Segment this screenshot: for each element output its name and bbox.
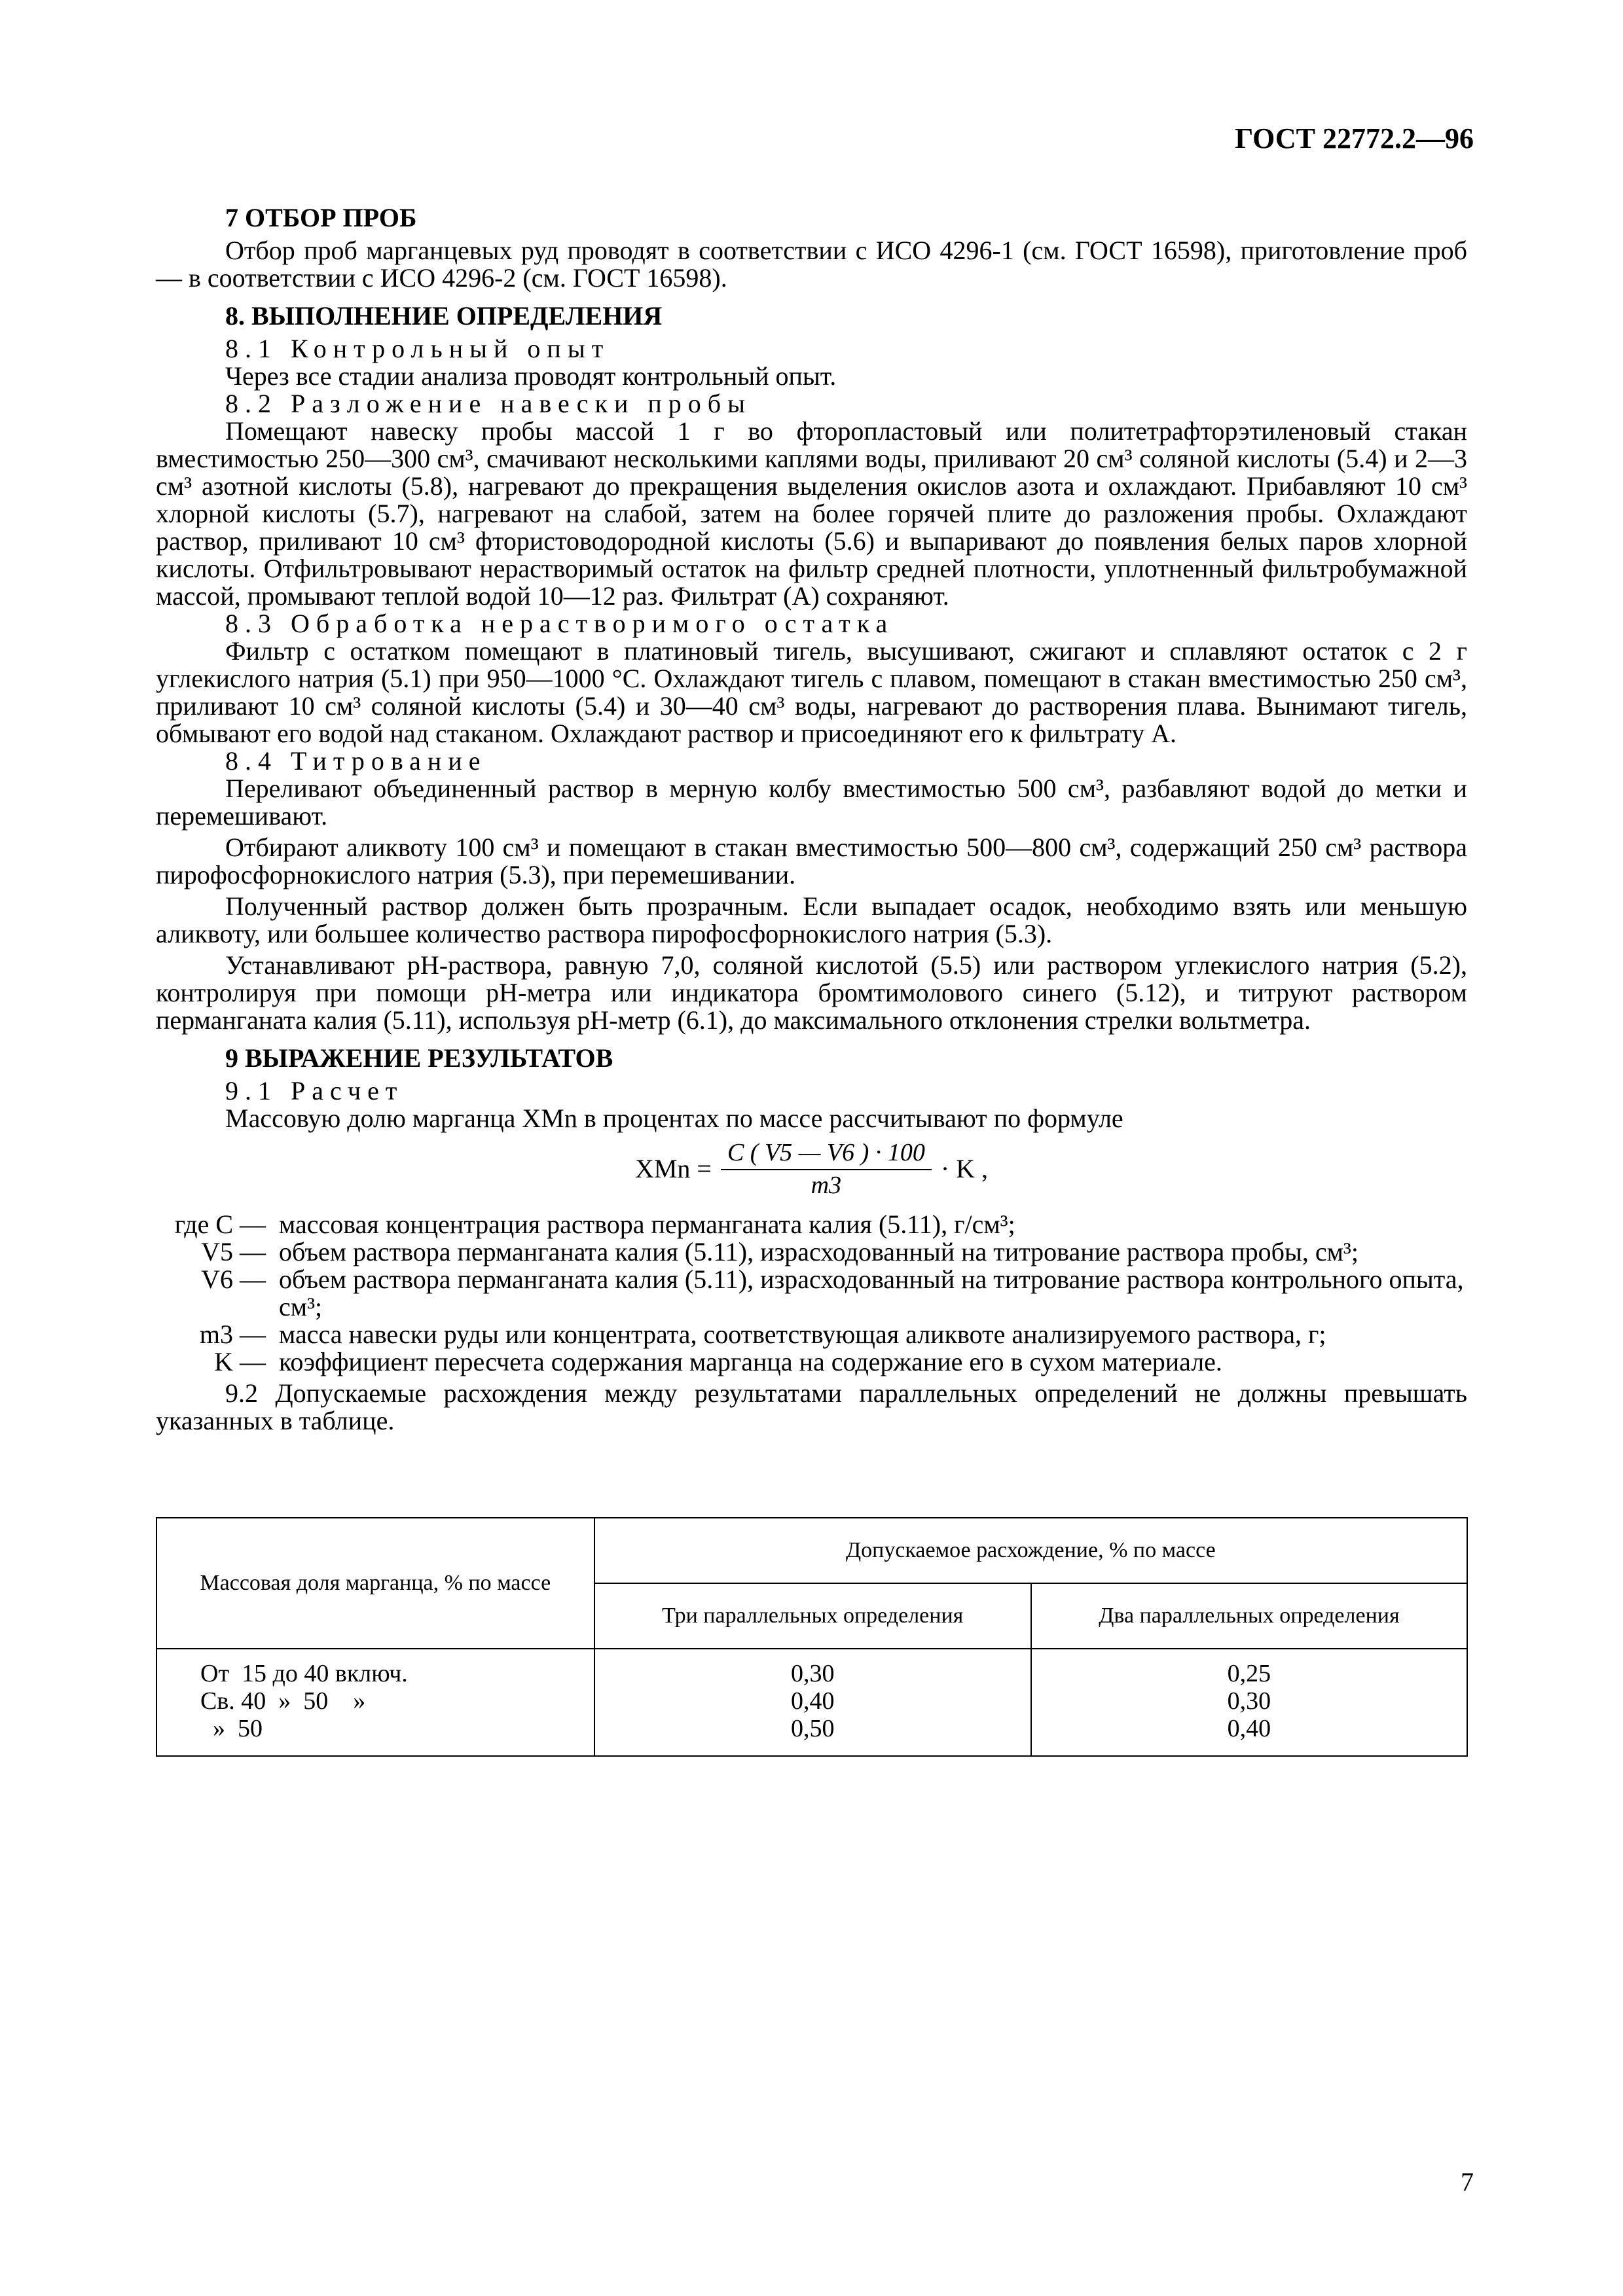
- subsection-8-4-para-3: Полученный раствор должен быть прозрачным. Если выпадает осадок, необходимо взять или меньшую аликвоту, или большее количество раствора пирофосфорнокислого натрия (5.3).: [156, 891, 1467, 948]
- tolerance-table: [156, 1517, 1468, 1757]
- table-cell: От 15 до 40 включ.: [200, 1660, 408, 1687]
- formula-denominator: m3: [811, 1172, 842, 1199]
- formula-lhs: XMn =: [634, 1154, 712, 1183]
- table-cell: 0,40: [790, 1687, 835, 1715]
- subsection-9-2-text: 9.2 Допускаемые расхождения между результатами параллельных определений не должны превышать указанных в таблице.: [156, 1378, 1467, 1435]
- legend-symbol: m3 —: [199, 1319, 266, 1349]
- table-header-mass-fraction: Массовая доля марганца, % по массе: [156, 1518, 594, 1649]
- legend-symbol: K —: [214, 1347, 266, 1376]
- formula-fraction: [721, 1139, 932, 1199]
- legend-symbol: где C —: [174, 1210, 266, 1239]
- table-cell: 0,25: [1227, 1660, 1271, 1687]
- legend-row: [156, 1238, 1467, 1266]
- table-header-tolerance: Допускаемое расхождение, % по массе: [594, 1518, 1467, 1583]
- legend-row: [156, 1348, 1467, 1376]
- formula-tail: · K ,: [940, 1154, 989, 1183]
- subsection-9-1-title: 9.1 Расчет: [225, 1076, 404, 1105]
- table-cell: 0,50: [790, 1715, 835, 1742]
- formula: [156, 1139, 1467, 1199]
- document-body: [156, 203, 1467, 1435]
- subsection-9-1-text: Массовую долю марганца XMn в процентах по массе рассчитывают по формуле: [225, 1103, 1123, 1133]
- subsection-8-3-text: Фильтр с остатком помещают в платиновый тигель, высушивают, сжигают и сплавляют остаток с 2 г углекислого натрия (5.1) при 950—1000 °С. Охлаждают тигель с плавом, помещают в стакан вместимостью 250 см³, приливают 10 см³ соляной кислоты (5.4) и 30—40 см³ воды, нагревают до растворения плава. Вынимают тигель, обмывают его водой над стаканом. Охлаждают раствор и присоединяют его к фильтрату А.: [156, 636, 1467, 748]
- legend-symbol: V5 —: [201, 1237, 266, 1266]
- subsection-8-4-para-4: Устанавливают рН-раствора, равную 7,0, соляной кислотой (5.5) или раствором углекислого натрия (5.2), контролируя при помощи рН-метра или индикатора бромтимолового синего (5.12), и титруют раствором перманганата калия (5.11), используя рН-метр (6.1), до максимального отклонения стрелки вольтметра.: [156, 950, 1467, 1035]
- document-id: ГОСТ 22772.2—96: [1235, 122, 1474, 154]
- table-cell: » 50: [200, 1715, 263, 1742]
- subsection-8-4-para-2: Отбирают аликвоту 100 см³ и помещают в стакан вместимостью 500—800 см³, содержащий 250 см³ раствора пирофосфорнокислого натрия (5.3), при перемешивании.: [156, 833, 1467, 889]
- subsection-8-2-text: Помещают навеску пробы массой 1 г во фторопластовый или политетрафторэтиленовый стакан вместимостью 250—300 см³, смачивают несколькими каплями воды, приливают 20 см³ соляной кислоты (5.4) и 2—3 см³ азотной кислоты (5.8), нагревают до прекращения выделения окислов азота и охлаждают. Прибавляют 10 см³ хлорной кислоты (5.7), нагревают на слабой, затем на более горячей плите до разложения пробы. Охлаждают раствор, приливают 10 см³ фтористоводородной кислоты (5.6) и выпаривают до появления белых паров хлорной кислоты. Отфильтровывают нерастворимый остаток на фильтр средней плотности, уплотненный фильтробумажной массой, промывают теплой водой 10—12 раз. Фильтрат (А) сохраняют.: [156, 416, 1467, 611]
- subsection-8-1-text: Через все стадии анализа проводят контрольный опыт.: [225, 361, 837, 391]
- table-header-three: Три параллельных определения: [594, 1583, 1031, 1649]
- table-cell: 0,30: [790, 1660, 835, 1687]
- legend-row: [156, 1266, 1467, 1321]
- table-header-two: Два параллельных определения: [1031, 1583, 1467, 1649]
- subsection-8-4-para-1: Переливают объединенный раствор в мерную колбу вместимостью 500 см³, разбавляют водой до метки и перемешивают.: [156, 774, 1467, 831]
- table-cell: 0,40: [1227, 1715, 1271, 1742]
- section-7-text: Отбор проб марганцевых руд проводят в соответствии с ИСО 4296-1 (см. ГОСТ 16598), приготовление проб — в соответствии с ИСО 4296-2 (см. ГОСТ 16598).: [156, 236, 1467, 293]
- table-cell-ranges: [156, 1649, 594, 1756]
- formula-legend: [156, 1211, 1467, 1376]
- subsection-8-3-title: 8.3 Обработка нерастворимого остатка: [225, 609, 894, 638]
- subsection-8-2-title: 8.2 Разложение навески пробы: [225, 389, 752, 418]
- table-body-row: [156, 1649, 1467, 1756]
- section-9-title: 9 ВЫРАЖЕНИЕ РЕЗУЛЬТАТОВ: [225, 1043, 613, 1073]
- legend-text: масса навески руды или концентрата, соответствующая аликвоте анализируемого раствора, г;: [279, 1319, 1326, 1349]
- subsection-8-4-title: 8.4 Титрование: [225, 746, 487, 776]
- legend-text: коэффициент пересчета содержания марганца на содержание его в сухом материале.: [279, 1347, 1222, 1376]
- legend-text: объем раствора перманганата калия (5.11), израсходованный на титрование раствора контрольного опыта, см³;: [279, 1265, 1464, 1321]
- table-header-row: [156, 1518, 1467, 1583]
- legend-row: [156, 1321, 1467, 1348]
- formula-numerator: C ( V5 — V6 ) · 100: [721, 1139, 932, 1170]
- table-cell: 0,30: [1227, 1687, 1271, 1715]
- legend-row: [156, 1211, 1467, 1238]
- table-cell-three: [594, 1649, 1031, 1756]
- section-7-title: 7 ОТБОР ПРОБ: [225, 203, 417, 232]
- table-cell: Св. 40 » 50 »: [200, 1687, 366, 1715]
- legend-text: массовая концентрация раствора перманганата калия (5.11), г/см³;: [279, 1210, 1015, 1239]
- page-number: 7: [1461, 2167, 1474, 2197]
- section-8-title: 8. ВЫПОЛНЕНИЕ ОПРЕДЕЛЕНИЯ: [225, 301, 663, 331]
- legend-symbol: V6 —: [201, 1265, 266, 1294]
- table-cell-two: [1031, 1649, 1467, 1756]
- subsection-8-1-title: 8.1 Контрольный опыт: [225, 334, 610, 363]
- legend-text: объем раствора перманганата калия (5.11), израсходованный на титрование раствора пробы, см³;: [279, 1237, 1359, 1266]
